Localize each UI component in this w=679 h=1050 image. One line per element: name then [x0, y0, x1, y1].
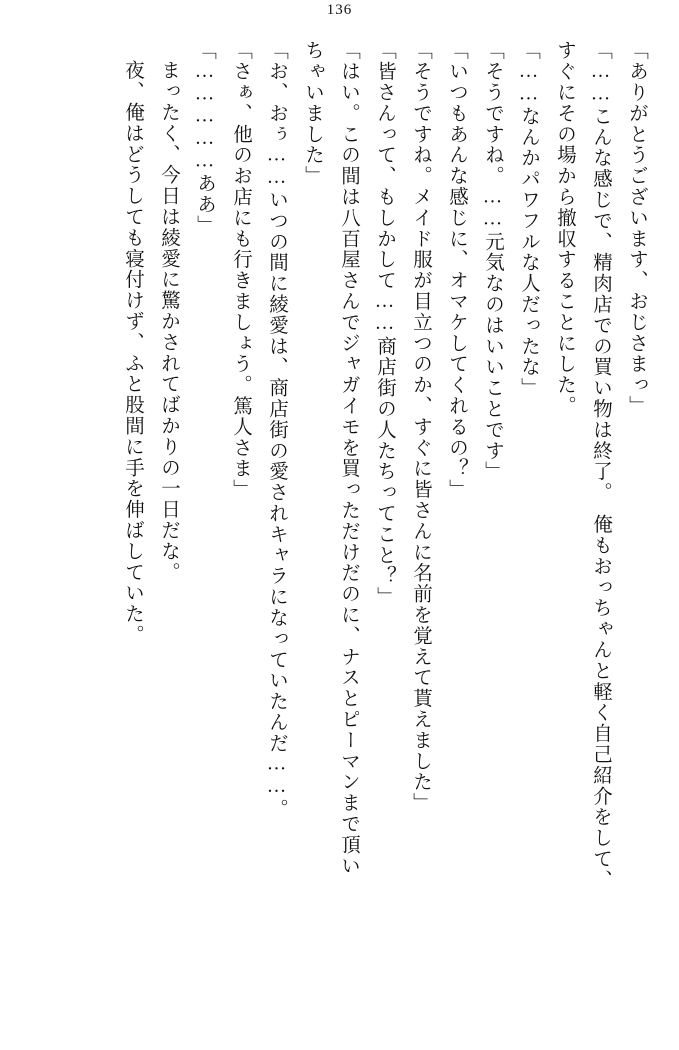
- paragraph: 「お、おぅ……いつの間に綾愛は、商店街の愛されキャラになっていたんだ……。: [266, 40, 287, 820]
- paragraph: ちゃいました」: [302, 40, 323, 187]
- paragraph: 「……………ああ」: [194, 40, 215, 236]
- paragraph: 「そうですね。メイド服が目立つのか、すぐに皆さんに名前を覚えて貰えました」: [410, 40, 431, 814]
- paragraph: 「……こんな感じで、精肉店での買い物は終了。 俺もおっちゃんと軽く自己紹介をして、: [590, 40, 611, 891]
- paragraph: 「そうですね。……元気なのはいいことです」: [482, 40, 503, 482]
- paragraph: 「さぁ、他のお店にも行きましょう。篤人さま」: [230, 40, 251, 500]
- paragraph: 夜、俺はどうしても寝付けず、ふと股間に手を伸ばしていた。: [122, 60, 143, 646]
- page-text-body: [24, 40, 654, 1025]
- paragraph: まったく、今日は綾愛に驚かされてばかりの一日だな。: [158, 60, 179, 583]
- paragraph: 「皆さんって、もしかして……商店街の人たちってこと？」: [374, 40, 395, 608]
- paragraph: 「いつもあんな感じに、オマケしてくれるの？」: [446, 40, 467, 500]
- page-number: 136: [326, 2, 353, 18]
- paragraph: 「ありがとうございます、おじさまっ」: [626, 40, 647, 417]
- paragraph: 「はい。この間は八百屋さんでジャガイモを買っただけだのに、ナスとピーマンまで頂い: [338, 40, 359, 876]
- paragraph: 「……なんかパワフルな人だったな」: [518, 40, 539, 399]
- paragraph: すぐにその場から撤収することにした。: [554, 40, 575, 417]
